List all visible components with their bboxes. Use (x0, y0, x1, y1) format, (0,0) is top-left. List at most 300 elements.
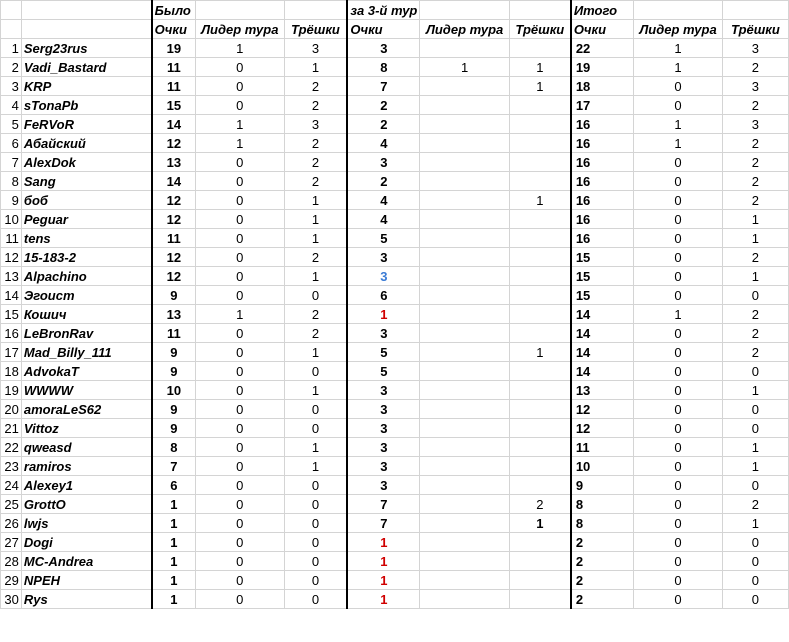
total-leader-cell[interactable]: 0 (634, 381, 723, 400)
before-threes-cell[interactable]: 1 (284, 438, 347, 457)
round3-leader-cell[interactable] (420, 514, 509, 533)
player-name-cell[interactable]: Dogi (21, 533, 151, 552)
player-name-cell[interactable]: qweasd (21, 438, 151, 457)
before-points-cell[interactable]: 9 (152, 400, 196, 419)
total-points-cell[interactable]: 19 (571, 58, 634, 77)
total-threes-cell[interactable]: 1 (722, 381, 788, 400)
before-threes-cell[interactable]: 2 (284, 172, 347, 191)
round3-points-cell[interactable]: 5 (347, 229, 420, 248)
total-leader-cell[interactable]: 0 (634, 400, 723, 419)
header-blank[interactable] (420, 1, 509, 20)
total-threes-cell[interactable]: 0 (722, 590, 788, 609)
player-name-cell[interactable]: AdvokaT (21, 362, 151, 381)
round3-points-cell[interactable]: 1 (347, 571, 420, 590)
before-threes-cell[interactable]: 0 (284, 590, 347, 609)
total-threes-cell[interactable]: 1 (722, 457, 788, 476)
total-leader-cell[interactable]: 0 (634, 286, 723, 305)
total-points-cell[interactable]: 14 (571, 343, 634, 362)
player-name-cell[interactable]: Sang (21, 172, 151, 191)
before-threes-cell[interactable]: 2 (284, 96, 347, 115)
round3-leader-cell[interactable] (420, 286, 509, 305)
round3-threes-cell[interactable] (509, 476, 570, 495)
player-name-cell[interactable]: Alexey1 (21, 476, 151, 495)
round3-threes-cell[interactable] (509, 286, 570, 305)
total-threes-cell[interactable]: 2 (722, 172, 788, 191)
before-leader-cell[interactable]: 0 (196, 58, 285, 77)
before-points-cell[interactable]: 11 (152, 324, 196, 343)
round3-points-cell[interactable]: 3 (347, 248, 420, 267)
header-blank[interactable] (196, 1, 285, 20)
total-points-cell[interactable]: 17 (571, 96, 634, 115)
col-before-leader[interactable]: Лидер тура (196, 20, 285, 39)
player-name-cell[interactable]: Alpachino (21, 267, 151, 286)
round3-threes-cell[interactable] (509, 324, 570, 343)
row-number-cell[interactable]: 13 (1, 267, 22, 286)
total-leader-cell[interactable]: 0 (634, 229, 723, 248)
row-number-cell[interactable]: 2 (1, 58, 22, 77)
row-number-cell[interactable]: 17 (1, 343, 22, 362)
round3-points-cell[interactable]: 1 (347, 552, 420, 571)
before-leader-cell[interactable]: 0 (196, 495, 285, 514)
before-points-cell[interactable]: 12 (152, 134, 196, 153)
round3-threes-cell[interactable] (509, 400, 570, 419)
row-number-cell[interactable]: 18 (1, 362, 22, 381)
before-points-cell[interactable]: 12 (152, 267, 196, 286)
header-blank[interactable] (722, 1, 788, 20)
row-number-cell[interactable]: 12 (1, 248, 22, 267)
total-points-cell[interactable]: 12 (571, 419, 634, 438)
before-points-cell[interactable]: 9 (152, 362, 196, 381)
total-leader-cell[interactable]: 0 (634, 267, 723, 286)
total-threes-cell[interactable]: 2 (722, 305, 788, 324)
total-points-cell[interactable]: 14 (571, 362, 634, 381)
total-threes-cell[interactable]: 2 (722, 495, 788, 514)
total-points-cell[interactable]: 16 (571, 210, 634, 229)
col-round3-leader[interactable]: Лидер тура (420, 20, 509, 39)
before-points-cell[interactable]: 1 (152, 514, 196, 533)
round3-points-cell[interactable]: 3 (347, 267, 420, 286)
round3-leader-cell[interactable] (420, 77, 509, 96)
col-total-threes[interactable]: Трёшки (722, 20, 788, 39)
before-threes-cell[interactable]: 3 (284, 115, 347, 134)
round3-points-cell[interactable]: 5 (347, 343, 420, 362)
total-threes-cell[interactable]: 0 (722, 533, 788, 552)
row-number-cell[interactable]: 15 (1, 305, 22, 324)
row-number-cell[interactable]: 11 (1, 229, 22, 248)
before-leader-cell[interactable]: 0 (196, 476, 285, 495)
total-threes-cell[interactable]: 2 (722, 153, 788, 172)
total-points-cell[interactable]: 15 (571, 248, 634, 267)
round3-threes-cell[interactable] (509, 457, 570, 476)
group-total-label[interactable]: Итого (571, 1, 634, 20)
total-leader-cell[interactable]: 0 (634, 248, 723, 267)
before-points-cell[interactable]: 7 (152, 457, 196, 476)
round3-points-cell[interactable]: 5 (347, 362, 420, 381)
total-leader-cell[interactable]: 0 (634, 324, 723, 343)
before-leader-cell[interactable]: 0 (196, 457, 285, 476)
total-threes-cell[interactable]: 1 (722, 438, 788, 457)
player-name-cell[interactable]: Кошич (21, 305, 151, 324)
total-threes-cell[interactable]: 0 (722, 362, 788, 381)
before-leader-cell[interactable]: 0 (196, 552, 285, 571)
round3-threes-cell[interactable] (509, 229, 570, 248)
round3-points-cell[interactable]: 2 (347, 115, 420, 134)
total-threes-cell[interactable]: 0 (722, 400, 788, 419)
total-threes-cell[interactable]: 1 (722, 229, 788, 248)
round3-threes-cell[interactable] (509, 438, 570, 457)
before-threes-cell[interactable]: 0 (284, 419, 347, 438)
total-points-cell[interactable]: 10 (571, 457, 634, 476)
total-points-cell[interactable]: 16 (571, 134, 634, 153)
round3-threes-cell[interactable]: 1 (509, 58, 570, 77)
total-points-cell[interactable]: 14 (571, 324, 634, 343)
total-threes-cell[interactable]: 2 (722, 191, 788, 210)
total-points-cell[interactable]: 13 (571, 381, 634, 400)
row-number-cell[interactable]: 16 (1, 324, 22, 343)
total-leader-cell[interactable]: 0 (634, 476, 723, 495)
round3-leader-cell[interactable] (420, 438, 509, 457)
before-threes-cell[interactable]: 0 (284, 552, 347, 571)
total-leader-cell[interactable]: 0 (634, 438, 723, 457)
round3-threes-cell[interactable] (509, 419, 570, 438)
total-leader-cell[interactable]: 0 (634, 533, 723, 552)
round3-threes-cell[interactable] (509, 362, 570, 381)
round3-leader-cell[interactable] (420, 419, 509, 438)
round3-leader-cell[interactable] (420, 39, 509, 58)
player-name-cell[interactable]: NPEH (21, 571, 151, 590)
round3-leader-cell[interactable] (420, 590, 509, 609)
round3-leader-cell[interactable] (420, 305, 509, 324)
total-points-cell[interactable]: 2 (571, 571, 634, 590)
player-name-cell[interactable]: ramiros (21, 457, 151, 476)
before-threes-cell[interactable]: 0 (284, 286, 347, 305)
total-threes-cell[interactable]: 0 (722, 286, 788, 305)
before-leader-cell[interactable]: 1 (196, 115, 285, 134)
before-leader-cell[interactable]: 0 (196, 248, 285, 267)
player-name-cell[interactable]: LeBronRav (21, 324, 151, 343)
group-round3-label[interactable]: за 3-й тур (347, 1, 420, 20)
round3-threes-cell[interactable] (509, 590, 570, 609)
round3-points-cell[interactable]: 1 (347, 533, 420, 552)
total-leader-cell[interactable]: 0 (634, 362, 723, 381)
round3-leader-cell[interactable] (420, 267, 509, 286)
total-points-cell[interactable]: 11 (571, 438, 634, 457)
before-points-cell[interactable]: 13 (152, 153, 196, 172)
row-number-cell[interactable]: 8 (1, 172, 22, 191)
total-leader-cell[interactable]: 0 (634, 514, 723, 533)
row-number-cell[interactable]: 19 (1, 381, 22, 400)
player-name-cell[interactable]: GrottO (21, 495, 151, 514)
player-name-cell[interactable]: KRP (21, 77, 151, 96)
round3-points-cell[interactable]: 7 (347, 514, 420, 533)
before-threes-cell[interactable]: 0 (284, 514, 347, 533)
total-points-cell[interactable]: 8 (571, 495, 634, 514)
before-leader-cell[interactable]: 0 (196, 77, 285, 96)
round3-threes-cell[interactable] (509, 552, 570, 571)
round3-threes-cell[interactable] (509, 115, 570, 134)
round3-points-cell[interactable]: 2 (347, 96, 420, 115)
total-points-cell[interactable]: 2 (571, 590, 634, 609)
round3-points-cell[interactable]: 8 (347, 58, 420, 77)
player-name-cell[interactable]: MC-Andrea (21, 552, 151, 571)
round3-points-cell[interactable]: 6 (347, 286, 420, 305)
col-before-threes[interactable]: Трёшки (284, 20, 347, 39)
round3-threes-cell[interactable] (509, 153, 570, 172)
before-leader-cell[interactable]: 1 (196, 134, 285, 153)
total-leader-cell[interactable]: 1 (634, 115, 723, 134)
before-leader-cell[interactable]: 0 (196, 96, 285, 115)
before-threes-cell[interactable]: 1 (284, 343, 347, 362)
round3-threes-cell[interactable] (509, 172, 570, 191)
round3-points-cell[interactable]: 4 (347, 191, 420, 210)
player-name-cell[interactable]: FeRVoR (21, 115, 151, 134)
total-points-cell[interactable]: 15 (571, 267, 634, 286)
round3-leader-cell[interactable] (420, 533, 509, 552)
round3-threes-cell[interactable] (509, 533, 570, 552)
player-name-cell[interactable]: Эгоист (21, 286, 151, 305)
header-corner[interactable] (1, 1, 22, 20)
total-threes-cell[interactable]: 2 (722, 248, 788, 267)
player-name-cell[interactable]: lwjs (21, 514, 151, 533)
row-number-cell[interactable]: 20 (1, 400, 22, 419)
before-threes-cell[interactable]: 0 (284, 476, 347, 495)
before-threes-cell[interactable]: 2 (284, 153, 347, 172)
col-before-points[interactable]: Очки (152, 20, 196, 39)
round3-points-cell[interactable]: 3 (347, 457, 420, 476)
total-threes-cell[interactable]: 1 (722, 210, 788, 229)
before-points-cell[interactable]: 9 (152, 343, 196, 362)
before-points-cell[interactable]: 11 (152, 229, 196, 248)
col-round3-points[interactable]: Очки (347, 20, 420, 39)
total-threes-cell[interactable]: 3 (722, 77, 788, 96)
before-leader-cell[interactable]: 0 (196, 590, 285, 609)
before-threes-cell[interactable]: 0 (284, 362, 347, 381)
round3-threes-cell[interactable]: 1 (509, 77, 570, 96)
before-leader-cell[interactable]: 1 (196, 39, 285, 58)
total-leader-cell[interactable]: 0 (634, 552, 723, 571)
before-threes-cell[interactable]: 2 (284, 305, 347, 324)
total-threes-cell[interactable]: 3 (722, 39, 788, 58)
total-threes-cell[interactable]: 0 (722, 552, 788, 571)
before-threes-cell[interactable]: 1 (284, 191, 347, 210)
before-points-cell[interactable]: 1 (152, 495, 196, 514)
row-number-cell[interactable]: 30 (1, 590, 22, 609)
round3-threes-cell[interactable] (509, 96, 570, 115)
row-number-cell[interactable]: 10 (1, 210, 22, 229)
before-leader-cell[interactable]: 0 (196, 381, 285, 400)
player-name-cell[interactable]: Rys (21, 590, 151, 609)
round3-leader-cell[interactable] (420, 229, 509, 248)
round3-threes-cell[interactable] (509, 134, 570, 153)
total-points-cell[interactable]: 22 (571, 39, 634, 58)
row-number-cell[interactable]: 6 (1, 134, 22, 153)
player-name-cell[interactable]: Vadi_Bastard (21, 58, 151, 77)
before-threes-cell[interactable]: 2 (284, 77, 347, 96)
before-points-cell[interactable]: 15 (152, 96, 196, 115)
before-leader-cell[interactable]: 0 (196, 153, 285, 172)
round3-threes-cell[interactable] (509, 210, 570, 229)
total-points-cell[interactable]: 16 (571, 115, 634, 134)
round3-threes-cell[interactable] (509, 39, 570, 58)
round3-threes-cell[interactable] (509, 571, 570, 590)
round3-threes-cell[interactable]: 1 (509, 191, 570, 210)
round3-points-cell[interactable]: 3 (347, 153, 420, 172)
header-name-blank[interactable] (21, 20, 151, 39)
total-threes-cell[interactable]: 1 (722, 514, 788, 533)
total-points-cell[interactable]: 16 (571, 191, 634, 210)
round3-leader-cell[interactable] (420, 400, 509, 419)
round3-points-cell[interactable]: 3 (347, 419, 420, 438)
row-number-cell[interactable]: 24 (1, 476, 22, 495)
header-corner[interactable] (1, 20, 22, 39)
before-leader-cell[interactable]: 0 (196, 210, 285, 229)
total-threes-cell[interactable]: 2 (722, 324, 788, 343)
row-number-cell[interactable]: 1 (1, 39, 22, 58)
before-leader-cell[interactable]: 0 (196, 229, 285, 248)
round3-points-cell[interactable]: 3 (347, 381, 420, 400)
round3-threes-cell[interactable] (509, 267, 570, 286)
round3-threes-cell[interactable]: 1 (509, 514, 570, 533)
total-leader-cell[interactable]: 0 (634, 191, 723, 210)
group-before-label[interactable]: Было (152, 1, 196, 20)
round3-points-cell[interactable]: 3 (347, 438, 420, 457)
round3-leader-cell[interactable] (420, 134, 509, 153)
total-points-cell[interactable]: 16 (571, 229, 634, 248)
round3-leader-cell[interactable] (420, 495, 509, 514)
total-leader-cell[interactable]: 0 (634, 96, 723, 115)
before-threes-cell[interactable]: 1 (284, 267, 347, 286)
col-total-points[interactable]: Очки (571, 20, 634, 39)
player-name-cell[interactable]: Mad_Billy_111 (21, 343, 151, 362)
before-points-cell[interactable]: 14 (152, 115, 196, 134)
round3-points-cell[interactable]: 3 (347, 476, 420, 495)
before-points-cell[interactable]: 1 (152, 590, 196, 609)
row-number-cell[interactable]: 5 (1, 115, 22, 134)
before-threes-cell[interactable]: 2 (284, 324, 347, 343)
total-points-cell[interactable]: 14 (571, 305, 634, 324)
player-name-cell[interactable]: tens (21, 229, 151, 248)
before-threes-cell[interactable]: 2 (284, 134, 347, 153)
before-points-cell[interactable]: 12 (152, 210, 196, 229)
before-leader-cell[interactable]: 0 (196, 324, 285, 343)
before-leader-cell[interactable]: 0 (196, 172, 285, 191)
row-number-cell[interactable]: 26 (1, 514, 22, 533)
round3-leader-cell[interactable] (420, 552, 509, 571)
total-leader-cell[interactable]: 1 (634, 39, 723, 58)
round3-threes-cell[interactable]: 1 (509, 343, 570, 362)
player-name-cell[interactable]: sTonaPb (21, 96, 151, 115)
total-threes-cell[interactable]: 2 (722, 96, 788, 115)
round3-points-cell[interactable]: 4 (347, 134, 420, 153)
total-threes-cell[interactable]: 2 (722, 58, 788, 77)
total-points-cell[interactable]: 18 (571, 77, 634, 96)
before-points-cell[interactable]: 13 (152, 305, 196, 324)
round3-leader-cell[interactable] (420, 476, 509, 495)
row-number-cell[interactable]: 21 (1, 419, 22, 438)
round3-threes-cell[interactable]: 2 (509, 495, 570, 514)
before-leader-cell[interactable]: 1 (196, 305, 285, 324)
total-leader-cell[interactable]: 0 (634, 419, 723, 438)
before-threes-cell[interactable]: 0 (284, 533, 347, 552)
total-leader-cell[interactable]: 1 (634, 58, 723, 77)
before-leader-cell[interactable]: 0 (196, 400, 285, 419)
round3-points-cell[interactable]: 1 (347, 590, 420, 609)
total-threes-cell[interactable]: 2 (722, 343, 788, 362)
total-threes-cell[interactable]: 0 (722, 419, 788, 438)
round3-points-cell[interactable]: 3 (347, 39, 420, 58)
header-blank[interactable] (284, 1, 347, 20)
round3-points-cell[interactable]: 4 (347, 210, 420, 229)
total-threes-cell[interactable]: 0 (722, 571, 788, 590)
player-name-cell[interactable]: 15-183-2 (21, 248, 151, 267)
player-name-cell[interactable]: боб (21, 191, 151, 210)
total-threes-cell[interactable]: 0 (722, 476, 788, 495)
round3-points-cell[interactable]: 1 (347, 305, 420, 324)
before-points-cell[interactable]: 9 (152, 286, 196, 305)
before-threes-cell[interactable]: 3 (284, 39, 347, 58)
total-leader-cell[interactable]: 0 (634, 210, 723, 229)
before-leader-cell[interactable]: 0 (196, 438, 285, 457)
before-points-cell[interactable]: 14 (152, 172, 196, 191)
round3-leader-cell[interactable] (420, 571, 509, 590)
row-number-cell[interactable]: 9 (1, 191, 22, 210)
round3-leader-cell[interactable] (420, 96, 509, 115)
round3-points-cell[interactable]: 3 (347, 400, 420, 419)
before-threes-cell[interactable]: 1 (284, 229, 347, 248)
round3-leader-cell[interactable] (420, 210, 509, 229)
total-leader-cell[interactable]: 0 (634, 343, 723, 362)
before-threes-cell[interactable]: 1 (284, 381, 347, 400)
round3-leader-cell[interactable] (420, 115, 509, 134)
round3-leader-cell[interactable] (420, 324, 509, 343)
player-name-cell[interactable]: Serg23rus (21, 39, 151, 58)
before-leader-cell[interactable]: 0 (196, 191, 285, 210)
row-number-cell[interactable]: 7 (1, 153, 22, 172)
row-number-cell[interactable]: 22 (1, 438, 22, 457)
round3-points-cell[interactable]: 3 (347, 324, 420, 343)
before-leader-cell[interactable]: 0 (196, 514, 285, 533)
total-leader-cell[interactable]: 0 (634, 457, 723, 476)
before-threes-cell[interactable]: 1 (284, 210, 347, 229)
round3-points-cell[interactable]: 2 (347, 172, 420, 191)
before-points-cell[interactable]: 1 (152, 533, 196, 552)
before-leader-cell[interactable]: 0 (196, 286, 285, 305)
before-threes-cell[interactable]: 2 (284, 248, 347, 267)
round3-leader-cell[interactable]: 1 (420, 58, 509, 77)
row-number-cell[interactable]: 25 (1, 495, 22, 514)
row-number-cell[interactable]: 29 (1, 571, 22, 590)
before-threes-cell[interactable]: 1 (284, 457, 347, 476)
player-name-cell[interactable]: Peguar (21, 210, 151, 229)
total-leader-cell[interactable]: 0 (634, 153, 723, 172)
row-number-cell[interactable]: 3 (1, 77, 22, 96)
total-threes-cell[interactable]: 1 (722, 267, 788, 286)
round3-points-cell[interactable]: 7 (347, 495, 420, 514)
total-points-cell[interactable]: 16 (571, 153, 634, 172)
total-points-cell[interactable]: 2 (571, 552, 634, 571)
before-threes-cell[interactable]: 1 (284, 58, 347, 77)
before-threes-cell[interactable]: 0 (284, 400, 347, 419)
total-points-cell[interactable]: 16 (571, 172, 634, 191)
total-leader-cell[interactable]: 0 (634, 172, 723, 191)
round3-leader-cell[interactable] (420, 457, 509, 476)
total-leader-cell[interactable]: 0 (634, 77, 723, 96)
before-leader-cell[interactable]: 0 (196, 362, 285, 381)
before-threes-cell[interactable]: 0 (284, 571, 347, 590)
round3-points-cell[interactable]: 7 (347, 77, 420, 96)
before-points-cell[interactable]: 1 (152, 552, 196, 571)
round3-leader-cell[interactable] (420, 362, 509, 381)
